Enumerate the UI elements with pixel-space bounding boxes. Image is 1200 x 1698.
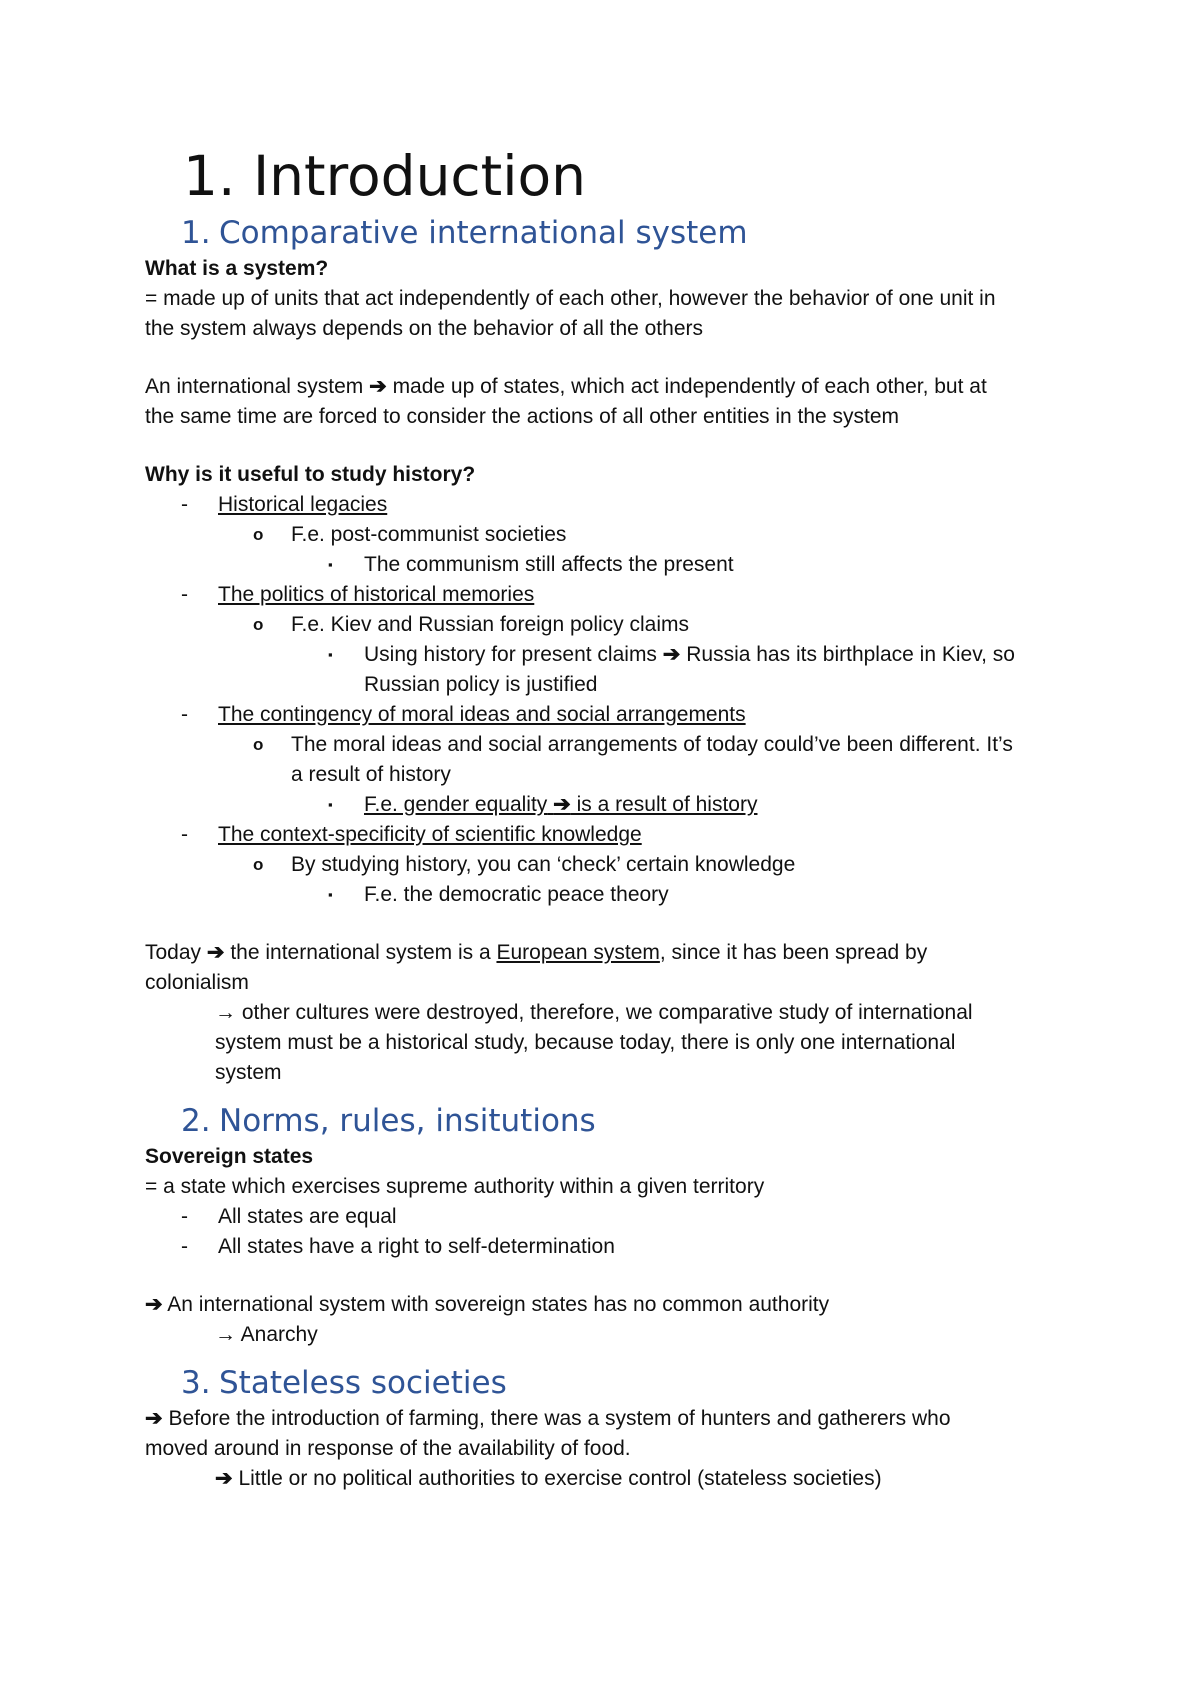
- list-item: [145, 550, 1075, 580]
- text-run: other cultures were destroyed, therefore, we comparative study of international: [236, 1001, 973, 1024]
- list-item-text: F.e. Kiev and Russian foreign policy claims: [291, 613, 690, 636]
- list-item: [145, 580, 1075, 610]
- question-what-is-system: What is a system?: [145, 257, 329, 280]
- arrow-icon: ➔: [145, 1293, 163, 1316]
- list-item-text: The moral ideas and social arrangements of today could’ve been different. It’s: [291, 733, 1013, 756]
- intl-system-line: [145, 372, 1075, 402]
- list-item-text: The politics of historical memories: [218, 583, 535, 606]
- list-item-text: F.e. post-communist societies: [291, 523, 567, 546]
- circle-bullet-icon: o: [253, 615, 264, 634]
- term-sovereign-states: Sovereign states: [145, 1145, 314, 1168]
- dash-bullet-icon: -: [181, 583, 188, 606]
- list-item: [145, 1202, 1075, 1232]
- text-run: Little or no political authorities to exercise control (stateless societies): [232, 1467, 882, 1490]
- section-heading-text: Norms, rules, insitutions: [219, 1103, 596, 1139]
- section-heading-text: Stateless societies: [219, 1365, 507, 1401]
- list-item: [145, 850, 1075, 880]
- page-title: 1. Introduction: [183, 144, 587, 208]
- list-item-text: By studying history, you can ‘check’ certain knowledge: [291, 853, 796, 876]
- circle-bullet-icon: o: [253, 855, 264, 874]
- indented-line: [145, 998, 1075, 1028]
- today-line: colonialism: [145, 971, 249, 994]
- text-run: F.e. gender equality: [364, 793, 548, 816]
- dash-bullet-icon: -: [181, 703, 188, 726]
- today-line: [145, 938, 1075, 968]
- square-bullet-icon: ▪: [328, 647, 333, 662]
- list-item: [145, 880, 1075, 910]
- dash-bullet-icon: -: [181, 1235, 188, 1258]
- list-item: [145, 490, 1075, 520]
- square-bullet-icon: ▪: [328, 797, 333, 812]
- indented-line: system: [215, 1061, 282, 1084]
- section-number: 2.: [181, 1103, 211, 1139]
- dash-bullet-icon: -: [181, 493, 188, 516]
- text-run: Anarchy: [236, 1323, 318, 1346]
- arrow-icon: ➔: [206, 941, 225, 964]
- text-run: European system: [496, 941, 660, 964]
- section-heading-2: [181, 1100, 1075, 1142]
- body-line: moved around in response of the availability of food.: [145, 1437, 631, 1460]
- text-run: is a result of history: [570, 793, 758, 816]
- definition-line: = a state which exercises supreme authority within a given territory: [145, 1175, 765, 1198]
- list-item: [145, 610, 1075, 640]
- list-item-text: All states are equal: [218, 1205, 397, 1228]
- section-number: 3.: [181, 1365, 211, 1401]
- text-run: the international system is a: [224, 941, 497, 964]
- square-bullet-icon: ▪: [328, 887, 333, 902]
- list-item: [145, 700, 1075, 730]
- text-run: Using history for present claims: [364, 643, 657, 666]
- circle-bullet-icon: o: [253, 735, 264, 754]
- list-item: [145, 640, 1075, 670]
- dash-bullet-icon: -: [181, 1205, 188, 1228]
- square-bullet-icon: ▪: [328, 557, 333, 572]
- list-item-text: The communism still affects the present: [364, 553, 734, 576]
- definition-line: = made up of units that act independently of each other, however the behavior of one unit in: [145, 287, 996, 310]
- conclusion-line: [145, 1290, 1075, 1320]
- indented-line: [145, 1464, 1075, 1494]
- arrow-icon: ➔: [369, 375, 387, 398]
- arrow-icon: ➔: [145, 1407, 163, 1430]
- list-item-text: The contingency of moral ideas and social arrangements: [218, 703, 746, 726]
- section-heading-3: [181, 1362, 1075, 1404]
- indented-line: [145, 1320, 1075, 1350]
- arrow-icon: ➔: [662, 643, 681, 666]
- arrow-icon: ➔: [553, 793, 571, 816]
- text-run: Before the introduction of farming, there was a system of hunters and gatherers who: [162, 1407, 951, 1430]
- list-item: [145, 520, 1075, 550]
- question-why-history: Why is it useful to study history?: [145, 463, 476, 486]
- text-run: , since it has been spread by: [659, 941, 928, 964]
- text-run: Russia has its birthplace in Kiev, so: [680, 643, 1015, 666]
- circle-bullet-icon: o: [253, 525, 264, 544]
- arrow-icon: →: [215, 1001, 236, 1024]
- arrow-icon: ➔: [215, 1467, 233, 1490]
- dash-bullet-icon: -: [181, 823, 188, 846]
- intl-system-line: the same time are forced to consider the actions of all other entities in the system: [145, 405, 900, 428]
- section-number: 1.: [181, 215, 211, 251]
- list-item: [145, 820, 1075, 850]
- document-content: [145, 140, 1075, 1494]
- body-line: [145, 1404, 1075, 1434]
- arrow-icon: →: [215, 1323, 236, 1346]
- text-run: An international system: [145, 375, 364, 398]
- definition-line: the system always depends on the behavior of all the others: [145, 317, 703, 340]
- text-run: Today: [145, 941, 202, 964]
- list-item-text: F.e. the democratic peace theory: [364, 883, 669, 906]
- list-item-text: All states have a right to self-determination: [218, 1235, 615, 1258]
- list-item-continuation: Russian policy is justified: [364, 673, 598, 696]
- list-item: [145, 790, 1075, 820]
- section-heading-text: Comparative international system: [219, 215, 748, 251]
- list-item-text: The context-specificity of scientific knowledge: [218, 823, 642, 846]
- text-run: An international system with sovereign states has no common authority: [162, 1293, 830, 1316]
- indented-line: system must be a historical study, because today, there is only one international: [215, 1031, 956, 1054]
- list-item-text: Historical legacies: [218, 493, 388, 516]
- list-item-continuation: a result of history: [291, 763, 451, 786]
- text-run: made up of states, which act independently of each other, but at: [386, 375, 987, 398]
- section-heading-1: [181, 212, 1075, 254]
- list-item: [145, 1232, 1075, 1262]
- list-item: [145, 730, 1075, 760]
